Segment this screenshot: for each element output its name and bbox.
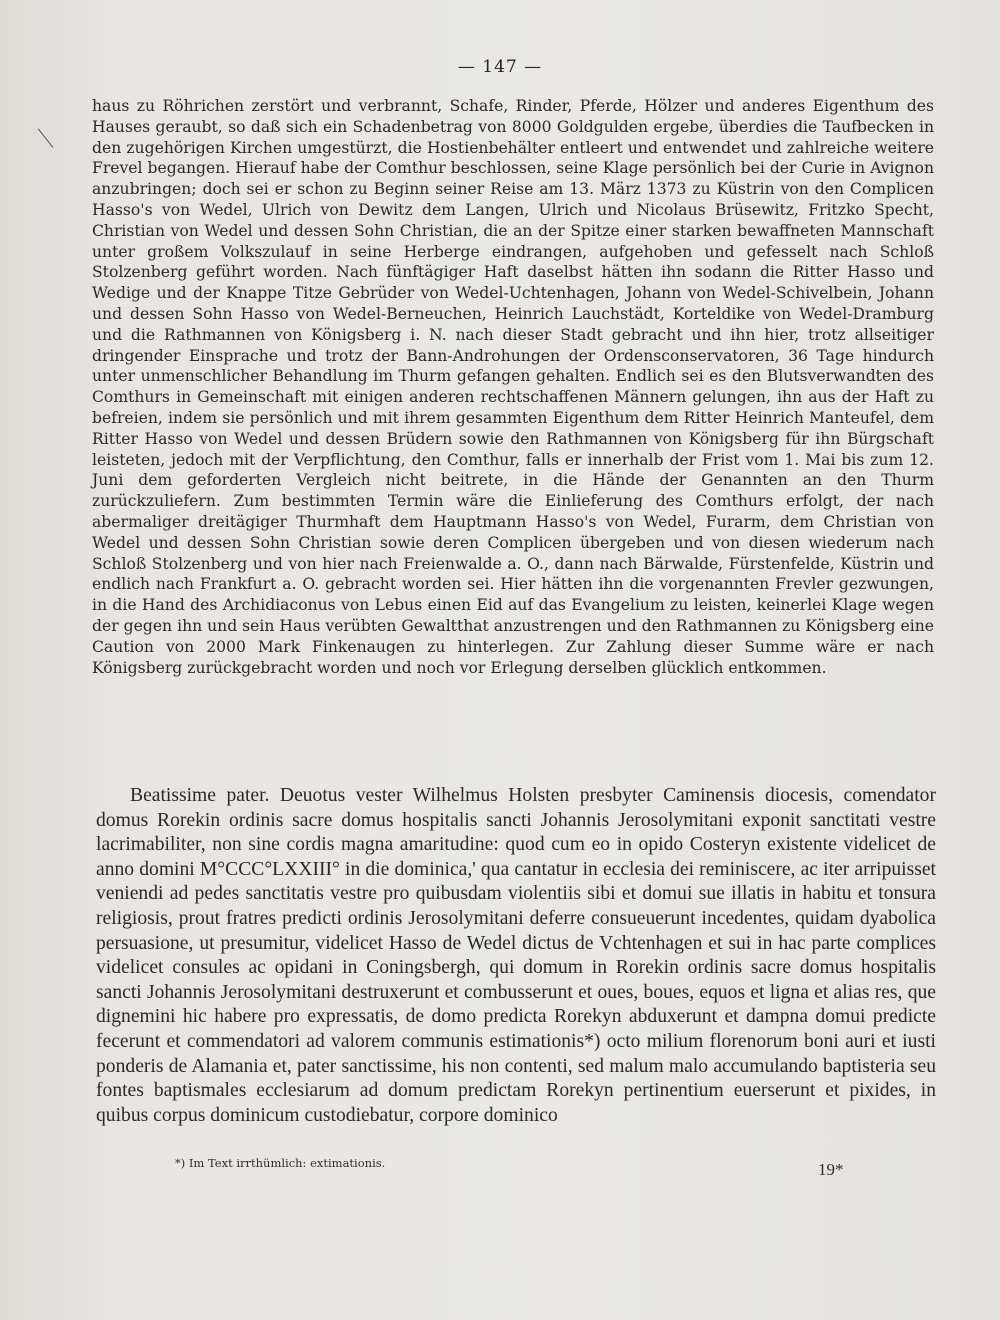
german-paragraph: haus zu Röhrichen zerstört und verbrannt, Schafe, Rinder, Pferde, Hölzer und anderes Eigenthum des Hauses geraubt, so daß sich ein Schadenbetrag von 8000 Goldgulden ergebe, überdies die Taufbecken in den zugehörigen Kirchen umgestürzt, die Hostienbehälter entleert und entwendet und zahlreiche weitere Frevel begangen. Hierauf habe der Comthur beschlossen, seine Klage persönlich bei der Curie in Avignon anzubringen; doch sei er schon zu Beginn seiner Reise am 13. März 1373 zu Küstrin von den Complicen Hasso's von Wedel, Ulrich von Dewitz dem Langen, Ulrich und Nicolaus Brüsewitz, Fritzko Specht, Christian von Wedel und dessen Sohn Christian, die an der Spitze einer starken bewaffneten Mannschaft unter großem Volkszulauf in seine Herberge eindrangen, aufgehoben und gefesselt nach Schloß Stolzenberg geführt worden. Nach fünftägiger Haft daselbst hätten ihn sodann die Ritter Hasso und Wedige und der Knappe Titze Gebrüder von Wedel-Uchtenhagen, Johann von Wedel-Schivelbein, Johann und dessen Sohn Hasso von Wedel-Berneuchen, Heinrich Lauchstädt, Korteldike von Wedel-Dramburg und die Rathmannen von Königsberg i. N. nach dieser Stadt gebracht und ihn hier, trotz allseitiger dringender Einsprache und trotz der Bann-Androhungen der Ordensconservatoren, 36 Tage hindurch unter unmenschlicher Behandlung im Thurm gefangen gehalten. Endlich sei es den Blutsverwandten des Comthurs in Gemeinschaft mit einigen anderen rechtschaffenen Männern gelungen, ihn aus der Haft zu befreien, indem sie persönlich und mit ihrem gesammten Eigenthum dem Ritter Heinrich Manteufel, dem Ritter Hasso von Wedel und dessen Brüdern sowie den Rathmannen von Königsberg für ihn Bürgschaft leisteten, jedoch mit der Verpflichtung, den Comthur, falls er innerhalb der Frist vom 1. Mai bis zum 12. Juni dem geforderten Vergleich nicht beitrete, in die Hände der Genannten an den Thurm zurückzuliefern. Zum bestimmten Termin wäre die Einlieferung des Comthurs erfolgt, der nach abermaliger dreitägiger Thurmhaft dem Hauptmann Hasso's von Wedel, Furarm, dem Christian von Wedel und dessen Sohn Christian sowie deren Complicen übergeben und von diesen wiederum nach Schloß Stolzenberg und von hier nach Freienwalde a. O., dann nach Bärwalde, Fürstenfelde, Küstrin und endlich nach Frankfurt a. O. gebracht worden sei. Hier hätten ihn die vorgenannten Frevler gezwungen, in die Hand des Archidiaconus von Lebus einen Eid auf das Evangelium zu leisten, keinerlei Klage wegen der gegen ihn und sein Haus verübten Gewaltthat anzustrengen und den Rathmannen zu Königsberg eine Caution von 2000 Mark Finkenaugen zu hinterlegen. Zur Zahlung dieser Summe wäre er nach Königsberg zurückgebracht worden und noch vor Erlegung derselben glücklich entkommen. [92, 97, 934, 677]
signature-mark: 19* [818, 1160, 844, 1179]
latin-paragraph: Beatissime pater. Deuotus vester Wilhelmus Holsten presbyter Caminensis diocesis, comendator domus Rorekin ordinis sacre domus hospitalis sancti Johannis Jerosolymitani exponit sanctitati vestre lacrimabiliter, non sine cordis magna amaritudine: quod cum eo in opido Costeryn existente videlicet de anno domini M°CCC°LXXIII° in die dominica,' qua cantatur in ecclesia dei reminiscere, ac iter arripuisset veniendi ad pedes sanctitatis vestre pro quibusdam violentiis sibi et domui sue illatis in habitu et tonsura religiosis, prout fratres predicti ordinis Jerosolymitani deferre consueuerunt incedentes, quidam dyabolica persuasione, ut presumitur, videlicet Hasso de Wedel dictus de Vchtenhagen et sui in hac parte complices videlicet consules ac opidani in Coningsbergh, qui domum in Rorekin ordinis sacre domus hospitalis sancti Johannis Jerosolymitani destruxerunt et combusserunt et oues, boues, equos et ligna et alias res, que dignemini hic habere pro expressatis, de domo predicta Rorekyn abduxerunt et dampna domui predicte fecerunt et commendatori ad valorem communis estimationis*) octo milium florenorum boni auri et iusti ponderis de Alamania et, pater sanctissime, his non contenti, sed malum malo accumulando baptisteria seu fontes baptismales ecclesiarum ad domum predictam Rorekyn pertinentium euerserunt et pixides, in quibus corpus dominicum custodiebatur, corpore dominico [96, 785, 936, 1126]
footnote: *) Im Text irrthümlich: extimationis. [175, 1156, 386, 1170]
margin-pencil-mark [38, 126, 54, 150]
page-number: — 147 — [457, 57, 543, 77]
